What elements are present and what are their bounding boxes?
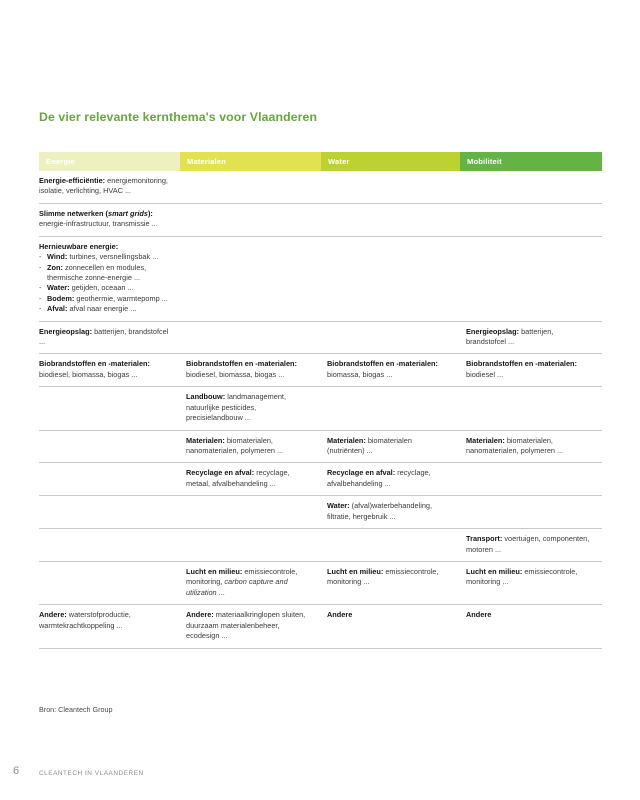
cell-text: voertuigen, componenten, motoren ... [466,534,590,554]
cell-text: waterstofproductie, warmtekrachtkoppeling ... [39,610,131,630]
cell-label: Materialen: [466,435,505,445]
cell-text: biodiesel ... [466,369,504,379]
table-cell-mobiliteit-materialen-row [460,430,602,463]
table-cell-energie-recyclage-afval [39,463,180,496]
cell-label: Lucht en milieu: [327,566,384,576]
cell-label: Hernieuwbare energie: [39,241,119,251]
table-cell-materialen-transport [180,529,321,562]
page-title: De vier relevante kernthema's voor Vlaanderen [39,110,318,124]
kernthemas-table-wrapper [39,152,602,649]
bullet-term: Bodem: [47,293,75,303]
cell-text: emissiecontrole, monitoring ... [327,566,439,587]
table-cell-mobiliteit-lucht-en-milieu [460,561,602,604]
bullet-term: Wind: [47,252,68,262]
cell-label: Recyclage en afval: [327,468,396,478]
cell-label: Materialen: [186,435,225,445]
table-cell-water-water-row [321,496,460,529]
table-cell-materialen-hernieuwbare-energie [180,236,321,321]
table-cell-energie-lucht-en-milieu [39,561,180,604]
column-header-materialen: Materialen [180,152,321,171]
cell-text: batterijen, brandstofcel ... [466,326,554,347]
cell-label: Andere: [186,610,214,620]
table-cell-water-recyclage-afval [321,463,460,496]
cell-label: Biobrandstoffen en -materialen: [39,359,150,369]
cell-bullet-list [39,252,171,315]
cell-text: biomassa, biogas ... [327,369,393,379]
cell-text-italic: carbon capture and utilization [186,577,288,597]
column-header-water: Water [321,152,460,171]
table-cell-materialen-energie-efficientie [180,171,321,203]
table-row [39,236,602,321]
table-row [39,605,602,648]
page-footer [0,765,640,787]
table-cell-mobiliteit-landbouw [460,387,602,430]
table-cell-mobiliteit-energieopslag [460,321,602,354]
table-cell-water-materialen-row [321,430,460,463]
bullet-text: zonnecellen en modules, thermische zonne-energie ... [47,262,147,282]
table-cell-energie-andere [39,605,180,648]
table-cell-water-energieopslag [321,321,460,354]
cell-label: Transport: [466,534,503,544]
table-header-row [39,152,602,171]
table-cell-energie-energieopslag [39,321,180,354]
table-cell-materialen-lucht-en-milieu [180,561,321,604]
table-row [39,529,602,562]
table-cell-materialen-energieopslag [180,321,321,354]
source-note: Bron: Cleantech Group [39,705,113,714]
table-cell-mobiliteit-recyclage-afval [460,463,602,496]
table-cell-water-biobrandstoffen [321,354,460,387]
cell-label: Biobrandstoffen en -materialen: [327,359,438,369]
footer-page-number: 6 [13,765,20,777]
cell-text: biodiesel, biomassa, biogas ... [186,369,285,379]
table-cell-mobiliteit-water-row [460,496,602,529]
cell-text: recyclage, afvalbehandeling ... [327,468,431,488]
table-body [39,171,602,648]
bullet-item [39,294,171,304]
table-row [39,171,602,203]
cell-text: energiemonitoring, isolatie, verlichting, HVAC ... [39,176,168,196]
cell-text: energie-infrastructuur, transmissie ... [39,219,158,229]
table-cell-water-slimme-netwerken [321,203,460,236]
table-row [39,321,602,354]
bullet-item [39,304,171,314]
table-row [39,354,602,387]
cell-label: Lucht en milieu: [186,566,243,576]
cell-label: Lucht en milieu: [466,566,523,576]
cell-text: biomaterialen, nanomaterialen, polymeren ... [466,435,564,456]
cell-text: biodiesel, biomassa, biogas ... [39,369,138,379]
cell-text: emissiecontrole, monitoring, [186,566,298,587]
table-cell-materialen-recyclage-afval [180,463,321,496]
cell-text: biomaterialen, nanomaterialen, polymeren ... [186,435,284,456]
cell-label: Energieopslag: [39,326,93,336]
cell-text: biomaterialen (nutriënten) ... [327,435,412,456]
table-cell-materialen-andere [180,605,321,648]
bullet-item [39,283,171,293]
cell-text: landmanagement, natuurlijke pesticides, precisielandbouw ... [186,392,287,423]
cell-label: Materialen: [327,435,366,445]
cell-label-close: ): [147,208,153,218]
table-cell-energie-transport [39,529,180,562]
table-cell-mobiliteit-biobrandstoffen [460,354,602,387]
table-cell-energie-landbouw [39,387,180,430]
table-cell-materialen-biobrandstoffen [180,354,321,387]
cell-label: Energieopslag: [466,326,520,336]
table-cell-materialen-landbouw [180,387,321,430]
bullet-item [39,252,171,262]
table-cell-mobiliteit-energie-efficientie [460,171,602,203]
table-cell-energie-materialen-row [39,430,180,463]
bullet-text: geothermie, warmtepomp ... [74,293,168,303]
table-cell-energie-slimme-netwerken [39,203,180,236]
cell-text: emissiecontrole, monitoring ... [466,566,578,587]
cell-label-italic: smart grids [107,208,148,218]
table-cell-mobiliteit-slimme-netwerken [460,203,602,236]
cell-text-tail: ... [216,587,225,597]
column-header-mobiliteit: Mobiliteit [460,152,602,171]
cell-text: materiaalkringlopen sluiten, duurzaam materialenbeheer, ecodesign ... [186,610,306,641]
column-header-energie: Energie [39,152,180,171]
bullet-term: Afval: [47,304,68,314]
cell-text: (afval)waterbehandeling, filtratie, hergebruik ... [327,501,433,521]
cell-label: Andere [466,610,492,620]
table-cell-materialen-materialen-row [180,430,321,463]
bullet-text: afval naar energie ... [67,304,137,314]
kernthemas-table [39,152,602,649]
table-cell-energie-biobrandstoffen [39,354,180,387]
table-cell-water-transport [321,529,460,562]
table-cell-water-hernieuwbare-energie [321,236,460,321]
cell-label: Landbouw: [186,392,226,402]
cell-text: batterijen, brandstofcel ... [39,326,169,347]
footer-document-title: CLEANTECH IN VLAANDEREN [39,770,144,777]
table-cell-mobiliteit-hernieuwbare-energie [460,236,602,321]
cell-label: Energie-efficiëntie: [39,176,106,185]
bullet-term: Zon: [47,262,63,272]
cell-label: Water: [327,501,350,511]
cell-label: Andere [327,610,353,620]
bullet-item [39,263,171,284]
bullet-text: turbines, versnellingsbak ... [67,252,159,262]
cell-label: Slimme netwerken ( [39,208,108,218]
table-cell-water-lucht-en-milieu [321,561,460,604]
table-cell-mobiliteit-transport [460,529,602,562]
cell-label: Biobrandstoffen en -materialen: [186,359,297,369]
cell-label: Recyclage en afval: [186,468,255,478]
table-cell-energie-water-row [39,496,180,529]
table-cell-water-landbouw [321,387,460,430]
cell-label: Andere: [39,610,67,620]
table-cell-energie-energie-efficientie [39,171,180,203]
cell-text: recyclage, metaal, afvalbehandeling ... [186,468,290,488]
table-cell-materialen-water-row [180,496,321,529]
table-cell-water-energie-efficientie [321,171,460,203]
cell-label: Biobrandstoffen en -materialen: [466,359,577,369]
table-header [39,152,602,171]
table-cell-water-andere [321,605,460,648]
table-row [39,561,602,604]
table-cell-materialen-slimme-netwerken [180,203,321,236]
table-row [39,430,602,463]
table-cell-mobiliteit-andere [460,605,602,648]
table-row [39,496,602,529]
table-row [39,463,602,496]
table-cell-energie-hernieuwbare-energie [39,236,180,321]
bullet-text: getijden, oceaan ... [69,283,134,293]
table-row [39,387,602,430]
table-row [39,203,602,236]
bullet-term: Water: [47,283,70,293]
